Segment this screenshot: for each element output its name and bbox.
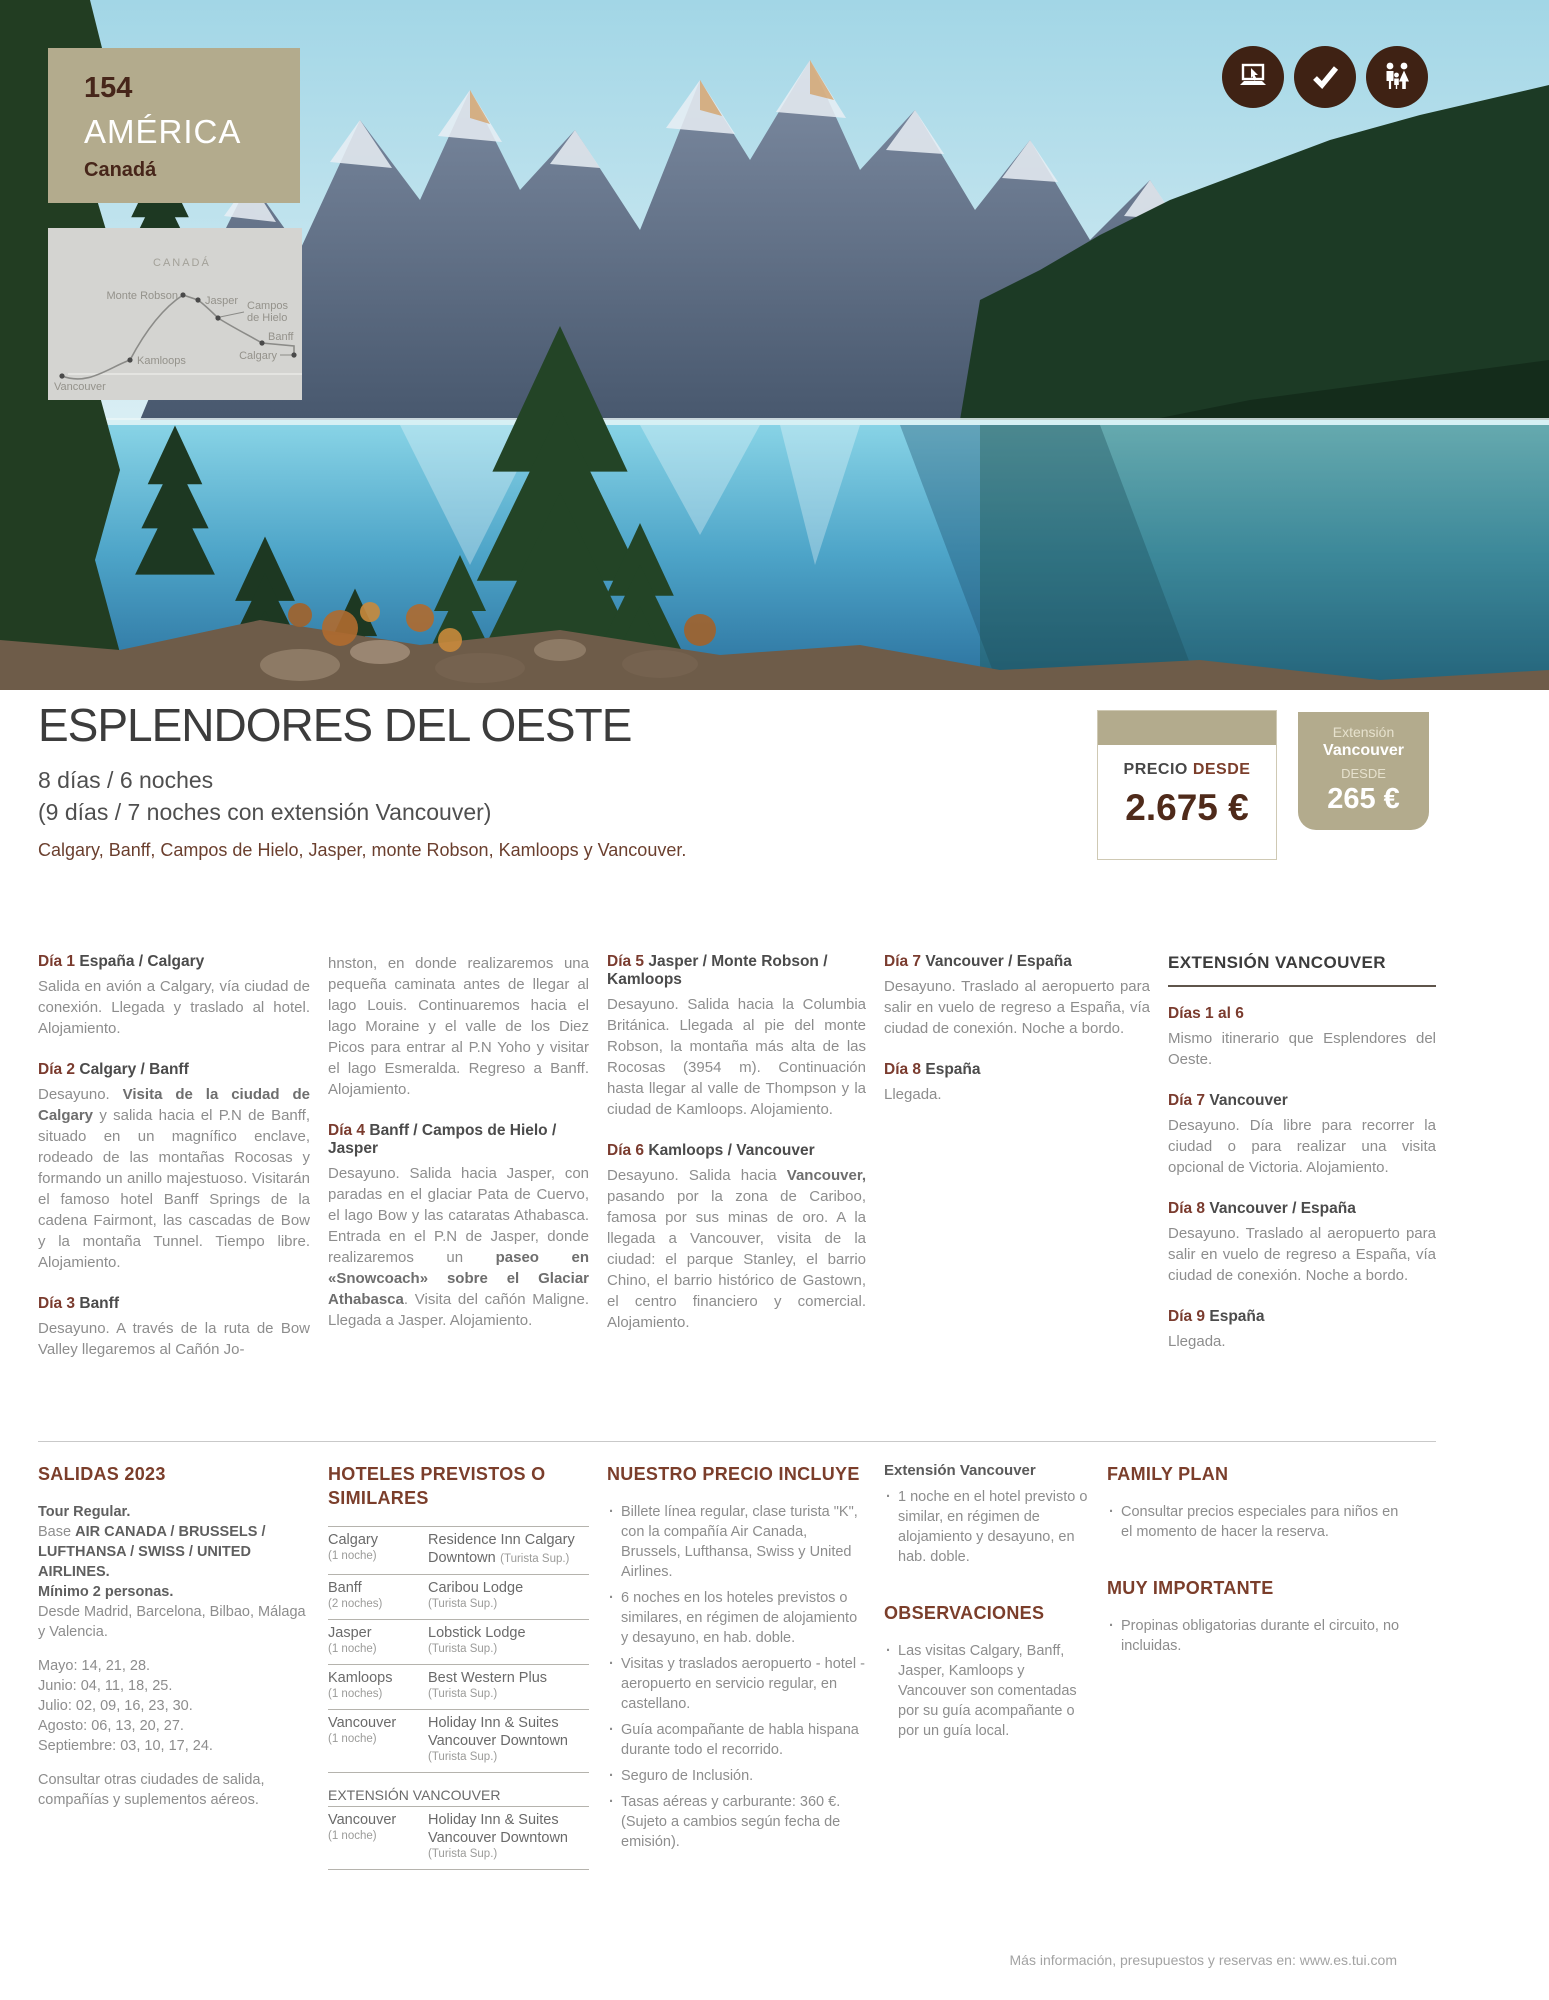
incluye-item: · Billete línea regular, clase turista "K", con la compañía Air Canada, Brussels, Lufthansa, Swiss y United Airlines.	[607, 1502, 866, 1582]
ext-vancouver-heading: Extensión Vancouver	[884, 1462, 1036, 1479]
hotel-row-ext-vancouver: Vancouver (1 noche) Holiday Inn & Suites Vancouver Downtown (Turista Sup.)	[328, 1812, 568, 1860]
price-box	[1097, 710, 1277, 860]
hoteles-column	[328, 1462, 589, 1870]
day-3-continuation	[328, 953, 589, 1100]
extension-label-1: Extensión	[1332, 724, 1395, 740]
tour-regular-label: Tour Regular.	[38, 1504, 131, 1520]
incluye-heading: NUESTRO PRECIO INCLUYE	[607, 1464, 860, 1484]
day-2-text: Desayuno. Visita de la ciudad de Calgary y salida hacia el P.N de Banff, situado en un magnífico enclave, rodeado de las montañas Rocosas y formando un anillo majestuoso. Visitarán el famoso hotel Banff Springs de la cadena Fairmont, las cascadas de Bow y la montaña Tunnel. Tiempo libre. Alojamiento.	[38, 1086, 310, 1271]
price-label: PRECIO DESDE	[1123, 761, 1251, 778]
departure-cities: Desde Madrid, Barcelona, Bilbao, Málaga y Valencia.	[38, 1604, 306, 1640]
day-7-block: Día 7 Vancouver / España Desayuno. Traslado al aeropuerto para salir en vuelo de regreso a España, vía ciudad de conexión. Noche a bordo.	[884, 953, 1150, 1037]
page-title: ESPLENDORES DEL OESTE	[38, 699, 632, 751]
extension-heading: EXTENSIÓN VANCOUVER	[1168, 953, 1436, 987]
map-campos-label-1: Campos	[247, 300, 288, 312]
day-8-text: Llegada.	[884, 1086, 942, 1103]
laptop-cursor-icon	[1222, 46, 1284, 108]
hotels-table	[328, 1526, 589, 1773]
hotel-row-calgary: Calgary (1 noche) Residence Inn Calgary Downtown (Turista Sup.)	[328, 1526, 589, 1574]
route-map-svg	[48, 228, 302, 400]
observaciones-column	[884, 1462, 1089, 1870]
itinerary-column-4	[884, 953, 1150, 1382]
hotels-extension-heading: EXTENSIÓN VANCOUVER	[328, 1787, 589, 1807]
ext-day-8-block: Día 8 Vancouver / España Desayuno. Traslado al aeropuerto para salir en vuelo de regreso a España, vía ciudad de conexión. Noche a bordo.	[1168, 1200, 1436, 1284]
day-8-block: Día 8 España Llegada.	[884, 1061, 1150, 1105]
itinerary-section	[38, 953, 1438, 1382]
title-block	[38, 698, 1058, 861]
observaciones-list	[884, 1641, 1089, 1741]
day-3-text: Desayuno. A través de la ruta de Bow Valley llegaremos al Cañón Jo-	[38, 1320, 310, 1358]
dates-agosto: Agosto: 06, 13, 20, 27.	[38, 1718, 184, 1734]
day-6-block: Día 6 Kamloops / Vancouver Desayuno. Salida hacia Vancouver, pasando por la zona de Cariboo, famosa por sus minas de oro. A la llegada a Vancouver, visita de la ciudad: el parque Stanley, el barrio Chino, el barrio histórico de Gastown, el centro financiero y comercial. Alojamiento.	[607, 1142, 866, 1331]
incluye-column	[607, 1462, 866, 1870]
family-icon	[1366, 46, 1428, 108]
route-map	[48, 228, 302, 400]
footer-info-link[interactable]: Más información, presupuestos y reservas en: www.es.tui.com	[1009, 1952, 1397, 1968]
page-number: 154	[84, 72, 133, 104]
map-country-label: CANADÁ	[153, 257, 211, 269]
map-vancouver-label: Vancouver	[54, 381, 106, 393]
itinerary-column-3	[607, 953, 866, 1382]
family-plan-list	[1107, 1502, 1403, 1542]
details-section	[38, 1462, 1438, 1870]
checkmark-icon	[1294, 46, 1356, 108]
incluye-item: · Seguro de Inclusión.	[607, 1766, 866, 1786]
family-plan-heading: FAMILY PLAN	[1107, 1464, 1229, 1484]
hotel-row-banff: Banff (2 noches) Caribou Lodge (Turista Sup.)	[328, 1574, 589, 1619]
day-5-block: Día 5 Jasper / Monte Robson / Kamloops Desayuno. Salida hacia la Columbia Británica. Llegada al pie del monte Robson, la montaña más alta de las Rocosas (3954 m). Continuación hasta llegar al valle de Thompson y la ciudad de Kamloops. Alojamiento.	[607, 953, 866, 1118]
price-amount: 2.675 €	[1125, 787, 1249, 828]
salidas-heading: SALIDAS 2023	[38, 1464, 166, 1484]
dates-junio: Junio: 04, 11, 18, 25.	[38, 1678, 173, 1694]
observaciones-item: · Las visitas Calgary, Banff, Jasper, Kamloops y Vancouver son comentadas por su guía acompañante o por un guía local.	[884, 1641, 1089, 1741]
feature-icons	[1222, 46, 1428, 108]
dates-septiembre: Septiembre: 03, 10, 17, 24.	[38, 1738, 213, 1754]
dates-julio: Julio: 02, 09, 16, 23, 30.	[38, 1698, 193, 1714]
map-campos-label-2: de Hielo	[247, 312, 288, 324]
region-label: AMÉRICA	[84, 113, 242, 150]
ext-vancouver-item: · 1 noche en el hotel previsto o similar, en régimen de alojamiento y desayuno, en hab. doble.	[884, 1487, 1089, 1567]
day-6-text: Desayuno. Salida hacia Vancouver, pasando por la zona de Cariboo, famosa por sus minas de oro. A la llegada a Vancouver, visita de la ciudad: el parque Stanley, el barrio Chino, el barrio histórico de Gastown, el centro financiero y comercial. Alojamiento.	[607, 1167, 866, 1331]
incluye-item: · Tasas aéreas y carburante: 360 €. (Sujeto a cambios según fecha de emisión).	[607, 1792, 866, 1852]
day-5-text: Desayuno. Salida hacia la Columbia Británica. Llegada al pie del monte Robson, la montaña más alta de las Rocosas (3954 m). Continuación hasta llegar al valle de Thompson y la ciudad de Kamloops. Alojamiento.	[607, 996, 866, 1118]
ext-day-9-block: Día 9 España Llegada.	[1168, 1308, 1436, 1352]
family-plan-column	[1107, 1462, 1403, 1870]
day-1-block: Día 1 España / Calgary Salida en avión a Calgary, vía ciudad de conexión. Llegada y traslado al hotel. Alojamiento.	[38, 953, 310, 1037]
section-divider	[38, 1441, 1436, 1442]
day-3-block: Día 3 Banff Desayuno. A través de la ruta de Bow Valley llegaremos al Cañón Jo-	[38, 1295, 310, 1358]
extension-desde-label: DESDE	[1341, 766, 1386, 781]
route-summary: Calgary, Banff, Campos de Hielo, Jasper, monte Robson, Kamloops y Vancouver.	[38, 840, 687, 860]
day-4-block: Día 4 Banff / Campos de Hielo / Jasper Desayuno. Salida hacia Jasper, con paradas en el glaciar Pata de Cuervo, el lago Bow y las cataratas Athabasca. Entrada en el P.N de Jasper, donde realizaremos un paseo en «Snowcoach» sobre el Glaciar Athabasca. Visita del cañón Maligne. Llegada a Jasper. Alojamiento.	[328, 1122, 589, 1329]
day-1-text: Salida en avión a Calgary, vía ciudad de conexión. Llegada y traslado al hotel. Alojamiento.	[38, 978, 310, 1037]
hotel-row-vancouver: Vancouver (1 noche) Holiday Inn & Suites Vancouver Downtown (Turista Sup.)	[328, 1709, 589, 1772]
hotels-extension-table	[328, 1807, 589, 1870]
map-kamloops-label: Kamloops	[137, 355, 186, 367]
ext-days-1-6-text: Mismo itinerario que Esplendores del Oeste.	[1168, 1030, 1436, 1068]
salidas-note: Consultar otras ciudades de salida, compañías y suplementos aéreos.	[38, 1772, 265, 1808]
ext-day-7-text: Desayuno. Día libre para recorrer la ciudad o para realizar una visita opcional de Victoria. Alojamiento.	[1168, 1117, 1436, 1176]
map-calgary-label: Calgary	[239, 350, 277, 362]
incluye-list	[607, 1502, 866, 1852]
hotel-row-kamloops: Kamloops (1 noches) Best Western Plus (Turista Sup.)	[328, 1664, 589, 1709]
muy-importante-heading: MUY IMPORTANTE	[1107, 1578, 1274, 1598]
dates-mayo: Mayo: 14, 21, 28.	[38, 1658, 151, 1674]
ext-day-8-text: Desayuno. Traslado al aeropuerto para salir en vuelo de regreso a España, vía ciudad de conexión. Noche a bordo.	[1168, 1225, 1436, 1284]
muy-importante-item: · Propinas obligatorias durante el circuito, no incluidas.	[1107, 1616, 1403, 1656]
ext-day-9-text: Llegada.	[1168, 1333, 1226, 1350]
itinerary-column-1	[38, 953, 310, 1382]
extension-price-amount: 265 €	[1327, 783, 1400, 815]
ext-day-7-block: Día 7 Vancouver Desayuno. Día libre para recorrer la ciudad o para realizar una visita opcional de Victoria. Alojamiento.	[1168, 1092, 1436, 1176]
incluye-item: · Visitas y traslados aeropuerto - hotel - aeropuerto en servicio regular, en castellano.	[607, 1654, 866, 1714]
price-box-bar	[1098, 711, 1276, 745]
page-badge	[48, 48, 300, 203]
map-monte-robson-label: Monte Robson	[106, 290, 178, 302]
duration-extension-line: (9 días / 7 noches con extensión Vancouver)	[38, 799, 492, 825]
day-7-text: Desayuno. Traslado al aeropuerto para salir en vuelo de regreso a España, vía ciudad de conexión. Noche a bordo.	[884, 978, 1150, 1037]
itinerary-column-2	[328, 953, 589, 1382]
salidas-column	[38, 1462, 310, 1870]
family-plan-item: · Consultar precios especiales para niños en el momento de hacer la reserva.	[1107, 1502, 1403, 1542]
ext-vancouver-list	[884, 1487, 1089, 1567]
day-4-text: Desayuno. Salida hacia Jasper, con paradas en el glaciar Pata de Cuervo, el lago Bow y las cataratas Athabasca. Entrada en el P.N de Jasper, donde realizaremos un paseo en «Snowcoach» sobre el Glaciar Athabasca. Visita del cañón Maligne. Llegada a Jasper. Alojamiento.	[328, 1165, 589, 1329]
incluye-item: · Guía acompañante de habla hispana durante todo el recorrido.	[607, 1720, 866, 1760]
country-label: Canadá	[84, 159, 157, 181]
extension-itinerary-column	[1168, 953, 1436, 1382]
extension-price-box	[1298, 712, 1429, 830]
hotel-row-jasper: Jasper (1 noche) Lobstick Lodge (Turista Sup.)	[328, 1619, 589, 1664]
muy-importante-list	[1107, 1616, 1403, 1656]
map-jasper-label: Jasper	[205, 295, 239, 307]
duration-line: 8 días / 6 noches	[38, 767, 214, 793]
map-banff-label: Banff	[268, 331, 294, 343]
day-3-continuation-text: hnston, en donde realizaremos una pequeña caminata antes de llegar al lago Louis. Continuaremos hacia el lago Moraine y el valle de los Diez Picos para entrar al P.N Yoho y visitar el lago Esmeralda. Regreso a Banff. Alojamiento.	[328, 955, 589, 1098]
ext-days-1-6-block: Días 1 al 6 Mismo itinerario que Esplendores del Oeste.	[1168, 1005, 1436, 1068]
extension-label-2: Vancouver	[1323, 742, 1404, 759]
minimo-label: Mínimo 2 personas.	[38, 1584, 174, 1600]
observaciones-heading: OBSERVACIONES	[884, 1603, 1045, 1623]
day-2-block: Día 2 Calgary / Banff Desayuno. Visita de la ciudad de Calgary y salida hacia el P.N de Banff, situado en un magnífico enclave, rodeado de las montañas Rocosas y formando un anillo majestuoso. Visitarán el famoso hotel Banff Springs de la cadena Fairmont, las cascadas de Bow y la montaña Tunnel. Tiempo libre. Alojamiento.	[38, 1061, 310, 1271]
airlines-line: Base AIR CANADA / BRUSSELS / LUFTHANSA / SWISS / UNITED AIRLINES.	[38, 1524, 266, 1580]
hoteles-heading: HOTELES PREVISTOS O SIMILARES	[328, 1464, 546, 1508]
incluye-item: · 6 noches en los hoteles previstos o similares, en régimen de alojamiento y desayuno, en hab. doble.	[607, 1588, 866, 1648]
